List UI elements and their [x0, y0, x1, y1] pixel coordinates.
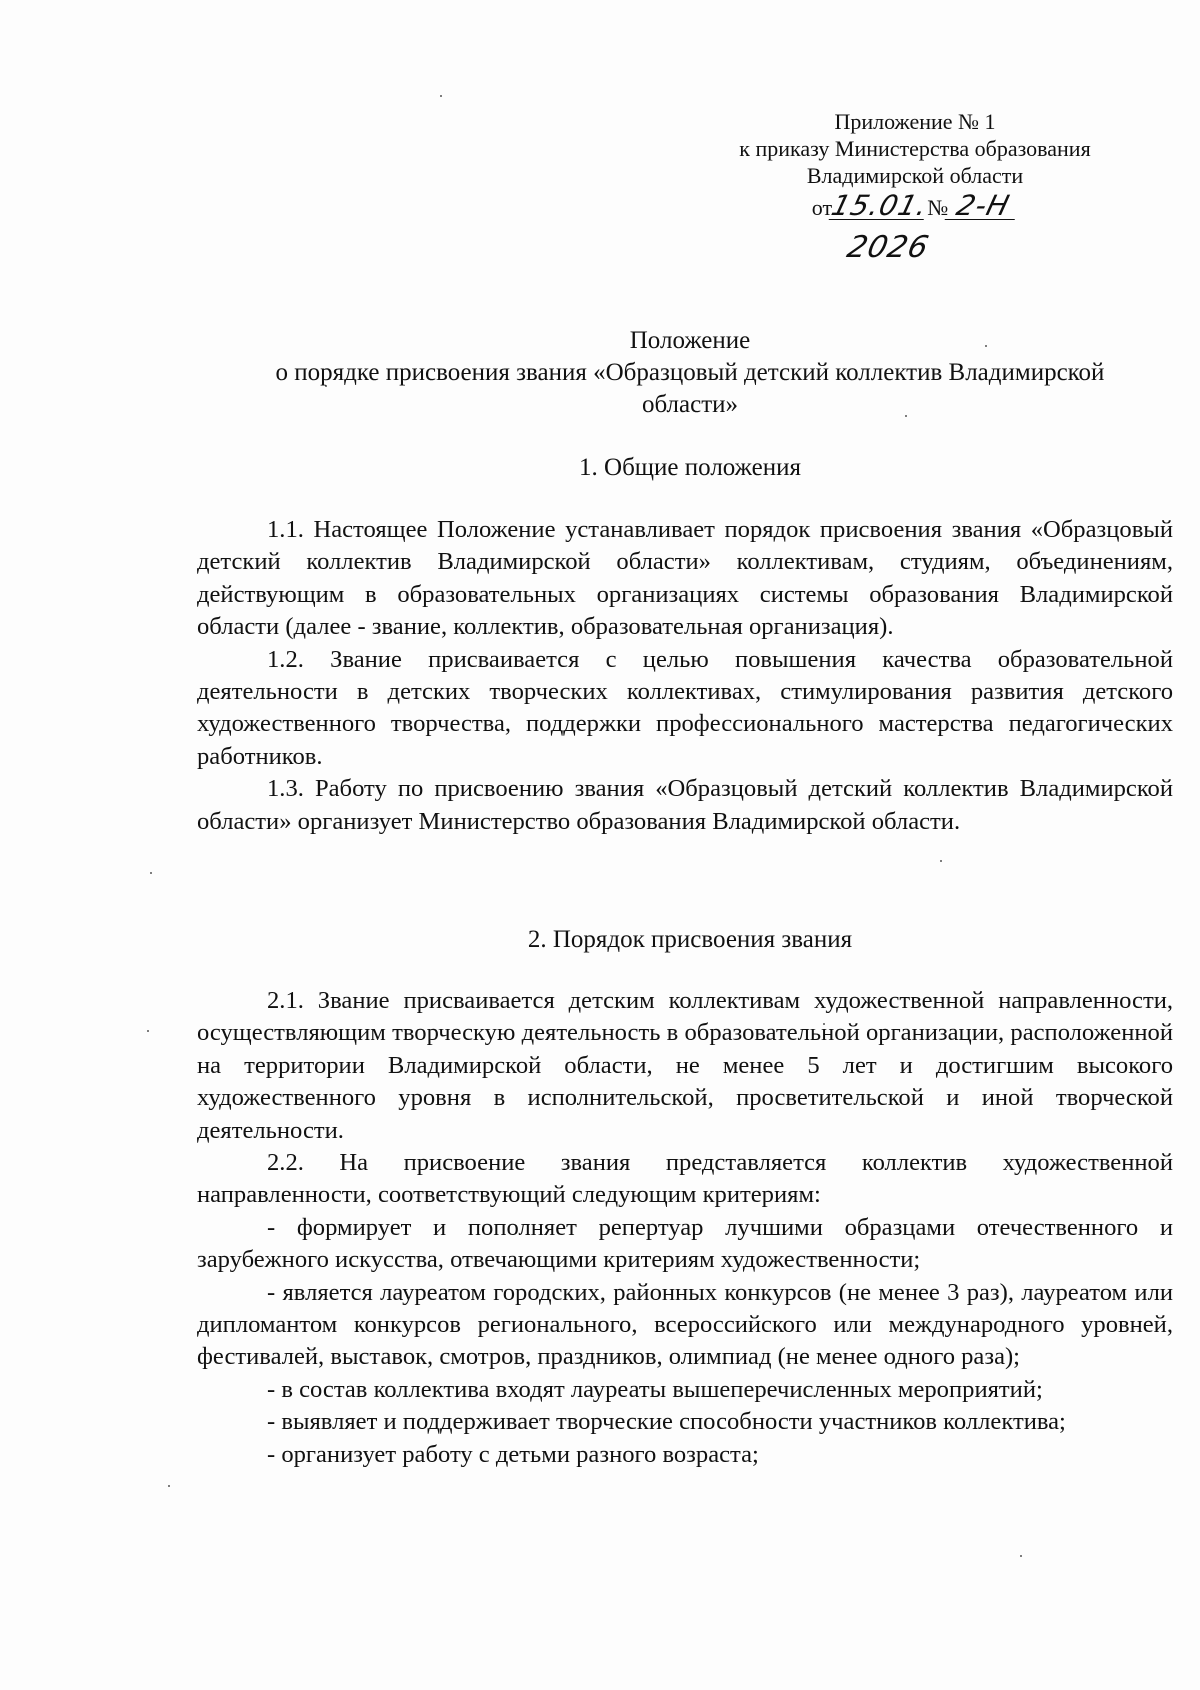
- document-title: [200, 325, 1180, 421]
- paragraph-1-1: 1.1. Настоящее Положение устанавливает порядок присвоения звания «Образцовый детский коллектив Владимирской области» коллективам, студиям, объединениям, действующим в образовательных организациях системы образования Владимирской области (далее - звание, коллектив, образовательная организация).: [197, 516, 1173, 641]
- title-line-1: Положение: [629, 327, 751, 354]
- appendix-number: Приложение № 1: [834, 109, 996, 134]
- date-prefix: от: [811, 195, 833, 220]
- scan-speck: [168, 1485, 170, 1487]
- title-line-2: о порядке присвоения звания «Образцовый детский коллектив Владимирской: [275, 359, 1105, 386]
- section-2-body: [197, 985, 1173, 1471]
- handwritten-date: 15.01.: [828, 189, 932, 222]
- section-2-heading: 2. Порядок присвоения звания: [527, 926, 853, 953]
- criteria-item: - организует работу с детьми разного возраста;: [267, 1440, 759, 1468]
- scan-speck: [150, 872, 152, 874]
- appendix-region: Владимирской области: [806, 163, 1024, 188]
- handwritten-number: 2-Н: [945, 193, 1022, 220]
- paragraph-2-1: 2.1. Звание присваивается детским коллективам художественной направленности, осуществляющим творческую деятельность в образовательной организации, расположенной на территории Владимирской области, не менее 5 лет и достигшим высокого художественного уровня в исполнительской, просветительской и иной творческой деятельности.: [197, 987, 1173, 1144]
- criteria-item: - формирует и пополняет репертуар лучшими образцами отечественного и зарубежного искусства, отвечающими критериям художественности;: [197, 1213, 1173, 1274]
- section-1-body: [197, 514, 1173, 838]
- appendix-header: [690, 108, 1140, 221]
- paragraph-2-2: 2.2. На присвоение звания представляется коллектив художественной направленности, соответствующий следующим критериям:: [197, 1149, 1173, 1209]
- paragraph-1-3: 1.3. Работу по присвоению звания «Образцовый детский коллектив Владимирской области» организует Министерство образования Владимирской области.: [197, 775, 1173, 835]
- scan-speck: [1020, 1555, 1022, 1557]
- handwritten-year: 2026: [843, 230, 933, 265]
- title-line-3: области»: [641, 391, 739, 418]
- scan-speck: [940, 860, 942, 862]
- appendix-order-ref: к приказу Министерства образования: [739, 136, 1091, 161]
- paragraph-1-2: 1.2. Звание присваивается с целью повышения качества образовательной деятельности в детских творческих коллективах, стимулирования развития детского художественного творчества, поддержки профессионального мастерства педагогических работников.: [197, 645, 1173, 770]
- scan-speck: [147, 1030, 149, 1032]
- criteria-item: - в состав коллектива входят лауреаты вышеперечисленных мероприятий;: [267, 1375, 1043, 1403]
- criteria-item: - является лауреатом городских, районных конкурсов (не менее 3 раз), лауреатом или дипломантом конкурсов регионального, всероссийского или международного уровней, фестивалей, выставок, смотров, праздников, олимпиад (не менее одного раза);: [197, 1278, 1173, 1371]
- criteria-item: - выявляет и поддерживает творческие способности участников коллектива;: [267, 1408, 1066, 1436]
- number-prefix: №: [927, 195, 949, 220]
- appendix-date-line: [690, 189, 1140, 222]
- section-1-heading: 1. Общие положения: [579, 454, 801, 481]
- scan-speck: [440, 95, 442, 97]
